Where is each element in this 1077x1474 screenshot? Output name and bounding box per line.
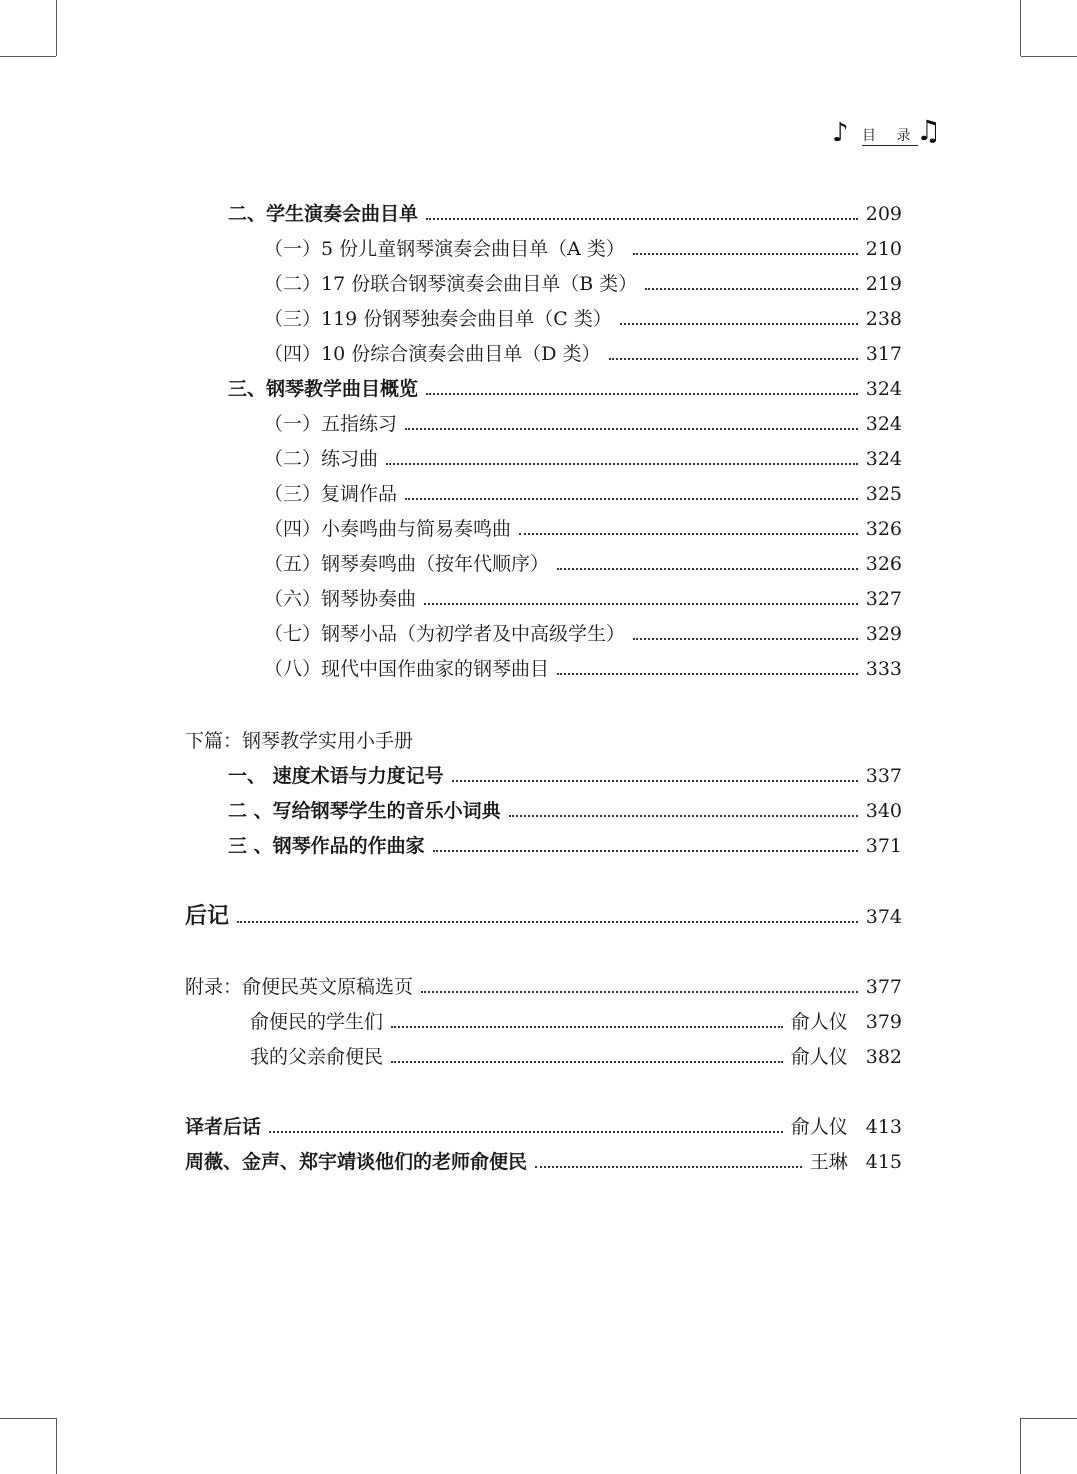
- toc-entry-title: 一、 速度术语与力度记号: [228, 765, 444, 787]
- toc-entry-page: 219: [865, 273, 902, 295]
- part-title: 下篇：钢琴教学实用小手册: [185, 730, 414, 752]
- toc-entry-title: 我的父亲俞便民: [250, 1046, 384, 1068]
- toc-entry: [228, 372, 902, 406]
- toc-entry-page: 329: [865, 623, 902, 645]
- toc-entry: [228, 829, 902, 863]
- dot-leader: [433, 849, 858, 852]
- toc-entry-title: （五）钢琴奏鸣曲（按年代顺序）: [264, 553, 550, 575]
- crop-mark-top-left-v: [56, 0, 57, 56]
- toc-entry-page: 415: [865, 1151, 902, 1173]
- toc-entry-page: 326: [865, 553, 902, 575]
- toc-entry: [250, 1040, 902, 1074]
- toc-entry-title: 俞便民的学生们: [250, 1011, 384, 1033]
- toc-entry-page: 379: [865, 1011, 902, 1033]
- toc-entry-page: 324: [865, 448, 902, 470]
- toc-entry-page: 377: [865, 976, 902, 998]
- toc-entry-title: （四）小奏鸣曲与简易奏鸣曲: [264, 518, 512, 540]
- toc-entry-title: （一）五指练习: [264, 413, 398, 435]
- dot-leader: [535, 1165, 802, 1168]
- toc-entry-page: 317: [865, 343, 902, 365]
- toc-entry-title: 三 、钢琴作品的作曲家: [228, 835, 425, 857]
- toc-entry-title: （六）钢琴协奏曲: [264, 588, 417, 610]
- dot-leader: [405, 497, 858, 500]
- toc-entry: [264, 547, 902, 581]
- toc-entry-page: 238: [865, 308, 902, 330]
- toc-entry-page: 324: [865, 378, 902, 400]
- crop-mark-top-right-h: [1021, 56, 1077, 57]
- toc-entry-page: 374: [865, 906, 902, 928]
- toc-entry-page: 413: [865, 1116, 902, 1138]
- toc-entry-title: 周薇、金声、郑宇靖谈他们的老师俞便民: [185, 1151, 528, 1173]
- dot-leader: [421, 990, 858, 993]
- toc-entry-title: （一）5 份儿童钢琴演奏会曲目单（A 类）: [264, 238, 625, 260]
- header-title: 目 录: [862, 128, 919, 144]
- crop-mark-bottom-left-v: [56, 1418, 57, 1474]
- dot-leader: [645, 287, 858, 290]
- crop-mark-bottom-right-v: [1020, 1418, 1021, 1474]
- toc-entry-author: 俞人仪: [790, 1116, 848, 1138]
- toc-entry-author: 王琳: [809, 1151, 848, 1173]
- toc-entry-page: 324: [865, 413, 902, 435]
- toc-entry: [264, 337, 902, 371]
- toc-entry: [185, 900, 902, 934]
- toc-entry-author: 俞人仪: [790, 1011, 848, 1033]
- toc-entry-title: 二 、写给钢琴学生的音乐小词典: [228, 800, 501, 822]
- toc-entry: [264, 407, 902, 441]
- toc-entry-title: 二、学生演奏会曲目单: [228, 203, 419, 225]
- toc-entry: [228, 759, 902, 793]
- dot-leader: [557, 672, 858, 675]
- dot-leader: [519, 532, 858, 535]
- toc-entry: [264, 232, 902, 266]
- toc-entry-title: （三）119 份钢琴独奏会曲目单（C 类）: [264, 308, 612, 330]
- dot-leader: [633, 252, 858, 255]
- dot-leader: [620, 322, 858, 325]
- toc-entry-page: 382: [865, 1046, 902, 1068]
- toc-entry-page: 327: [865, 588, 902, 610]
- dot-leader: [405, 427, 858, 430]
- dot-leader: [391, 1025, 783, 1028]
- dot-leader: [426, 392, 858, 395]
- toc-entry: [264, 442, 902, 476]
- dot-leader: [557, 567, 858, 570]
- dot-leader: [269, 1130, 783, 1133]
- dot-leader: [391, 1060, 783, 1063]
- toc-entry-title: （八）现代中国作曲家的钢琴曲目: [264, 658, 550, 680]
- toc-entry: [228, 197, 902, 231]
- crop-mark-top-right-v: [1020, 0, 1021, 56]
- running-header: [832, 114, 942, 152]
- toc-entry: [264, 302, 902, 336]
- crop-mark-bottom-right-h: [1021, 1418, 1077, 1419]
- toc-entry-title: 译者后话: [185, 1116, 262, 1138]
- dot-leader: [426, 217, 858, 220]
- part-heading: [185, 724, 902, 758]
- toc-entry: [264, 652, 902, 686]
- toc-entry-author: 俞人仪: [790, 1046, 848, 1068]
- toc-entry-page: 340: [865, 800, 902, 822]
- toc-entry: [264, 582, 902, 616]
- toc-entry-title: （二）17 份联合钢琴演奏会曲目单（B 类）: [264, 273, 638, 295]
- toc-entry-page: 333: [865, 658, 902, 680]
- toc-entry-title: 附录：俞便民英文原稿选页: [185, 976, 414, 998]
- crop-mark-top-left-h: [0, 56, 56, 57]
- toc-entry: [264, 512, 902, 546]
- toc-entry-page: 325: [865, 483, 902, 505]
- toc-entry: [185, 1110, 902, 1144]
- dot-leader: [424, 602, 858, 605]
- dot-leader: [509, 814, 858, 817]
- toc-entry: [185, 1145, 902, 1179]
- dot-leader: [452, 779, 858, 782]
- music-note-icon: ♪: [832, 118, 849, 148]
- toc-entry-title: （七）钢琴小品（为初学者及中高级学生）: [264, 623, 626, 645]
- music-notes-icon: ♫: [916, 114, 942, 147]
- toc-entry-title: （四）10 份综合演奏会曲目单（D 类）: [264, 343, 601, 365]
- toc-entry: [185, 970, 902, 1004]
- dot-leader: [633, 637, 858, 640]
- toc-entry-page: 337: [865, 765, 902, 787]
- toc-entry-title: 三、钢琴教学曲目概览: [228, 378, 419, 400]
- toc-entry-title: 后记: [185, 904, 230, 929]
- toc-entry-page: 210: [865, 238, 902, 260]
- toc-entry: [264, 477, 902, 511]
- toc-entry-page: 326: [865, 518, 902, 540]
- toc-entry: [250, 1005, 902, 1039]
- dot-leader: [237, 920, 858, 923]
- dot-leader: [609, 357, 858, 360]
- toc-entry-title: （三）复调作品: [264, 483, 398, 505]
- toc-entry-page: 209: [865, 203, 902, 225]
- toc-entry-title: （二）练习曲: [264, 448, 379, 470]
- toc-entry: [264, 617, 902, 651]
- toc-entry-page: 371: [865, 835, 902, 857]
- toc-entry: [264, 267, 902, 301]
- crop-mark-bottom-left-h: [0, 1418, 56, 1419]
- dot-leader: [386, 462, 858, 465]
- toc-entry: [228, 794, 902, 828]
